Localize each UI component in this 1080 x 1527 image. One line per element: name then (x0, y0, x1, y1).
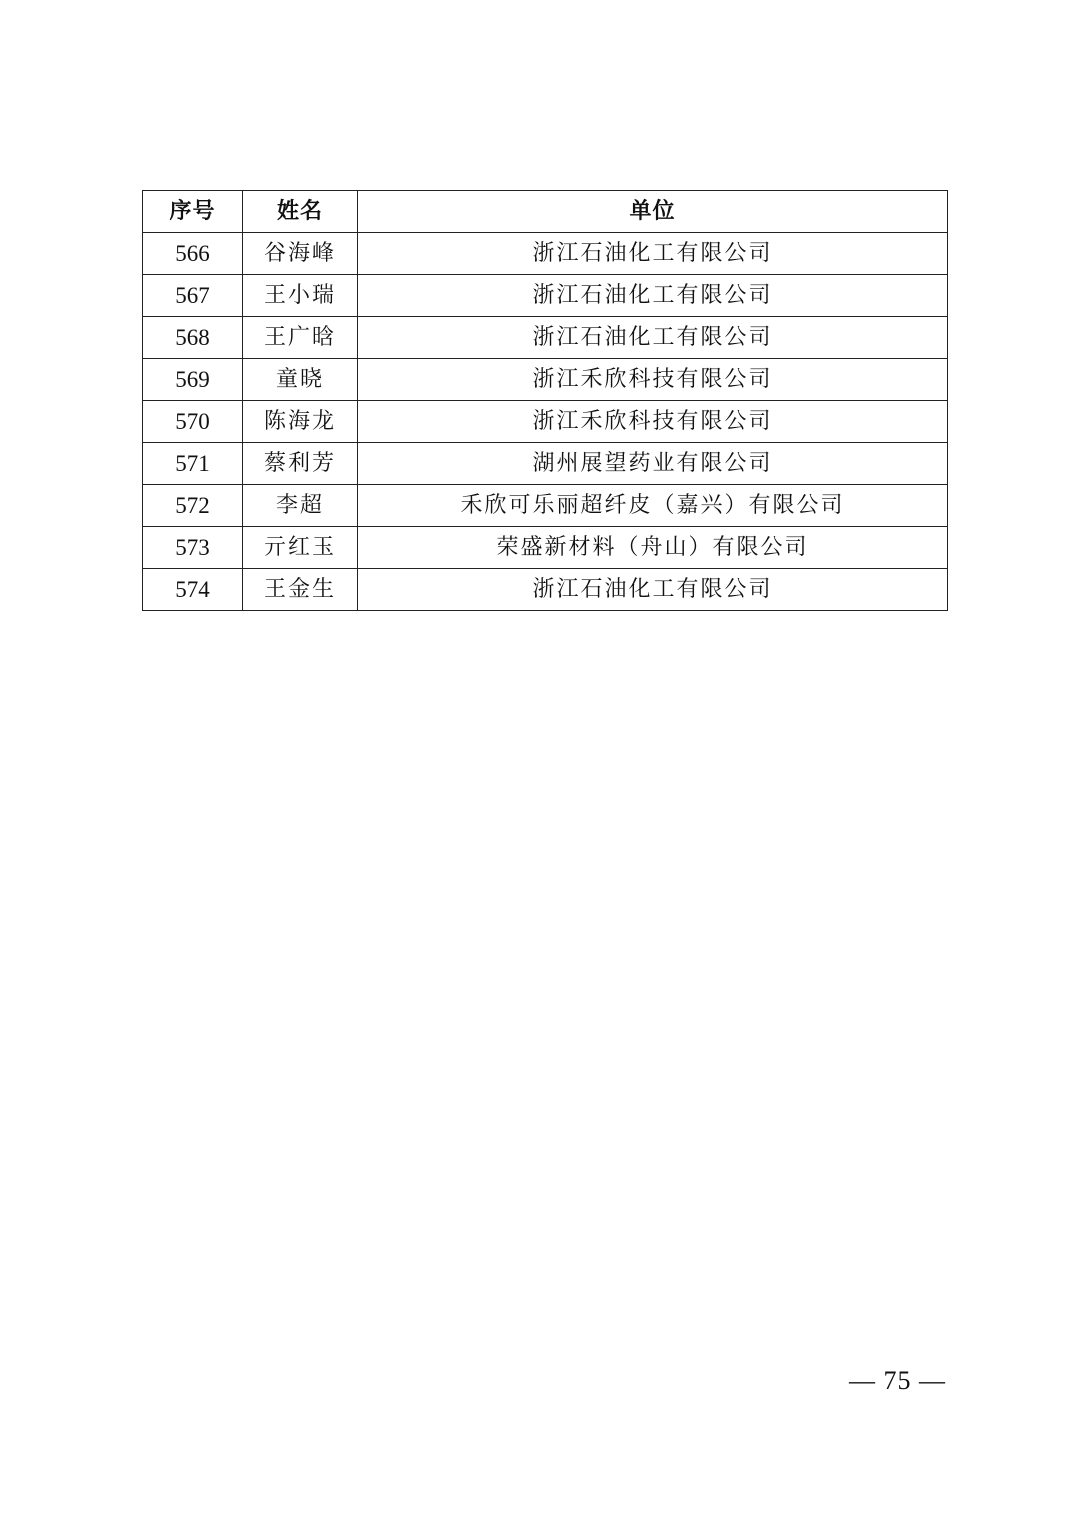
row-name: 李超 (243, 485, 358, 527)
row-number: 567 (143, 275, 243, 317)
row-number: 569 (143, 359, 243, 401)
row-number: 566 (143, 233, 243, 275)
row-unit: 浙江石油化工有限公司 (358, 233, 948, 275)
row-name: 王广晗 (243, 317, 358, 359)
row-unit: 浙江石油化工有限公司 (358, 569, 948, 611)
table-row (143, 233, 948, 275)
table-row (143, 359, 948, 401)
row-name: 王小瑞 (243, 275, 358, 317)
row-unit: 浙江石油化工有限公司 (358, 317, 948, 359)
table-row (143, 485, 948, 527)
row-name: 王金生 (243, 569, 358, 611)
row-unit: 浙江禾欣科技有限公司 (358, 401, 948, 443)
row-name: 陈海龙 (243, 401, 358, 443)
row-unit: 荣盛新材料（舟山）有限公司 (358, 527, 948, 569)
row-number: 574 (143, 569, 243, 611)
table-row (143, 317, 948, 359)
table-row (143, 569, 948, 611)
row-unit: 浙江禾欣科技有限公司 (358, 359, 948, 401)
page-number: — 75 — (849, 1366, 946, 1395)
table-row (143, 443, 948, 485)
row-number: 572 (143, 485, 243, 527)
row-unit: 湖州展望药业有限公司 (358, 443, 948, 485)
row-unit: 浙江石油化工有限公司 (358, 275, 948, 317)
row-name: 谷海峰 (243, 233, 358, 275)
table-body (143, 233, 948, 611)
row-name: 亓红玉 (243, 527, 358, 569)
table-row (143, 275, 948, 317)
table-header-row (143, 191, 948, 233)
row-number: 571 (143, 443, 243, 485)
row-number: 570 (143, 401, 243, 443)
header-unit: 单位 (358, 191, 948, 233)
header-number: 序号 (143, 191, 243, 233)
header-name: 姓名 (243, 191, 358, 233)
row-unit: 禾欣可乐丽超纤皮（嘉兴）有限公司 (358, 485, 948, 527)
row-name: 童晓 (243, 359, 358, 401)
table-header (143, 191, 948, 233)
row-name: 蔡利芳 (243, 443, 358, 485)
roster-table (142, 190, 948, 611)
row-number: 568 (143, 317, 243, 359)
table-row (143, 527, 948, 569)
row-number: 573 (143, 527, 243, 569)
table-row (143, 401, 948, 443)
